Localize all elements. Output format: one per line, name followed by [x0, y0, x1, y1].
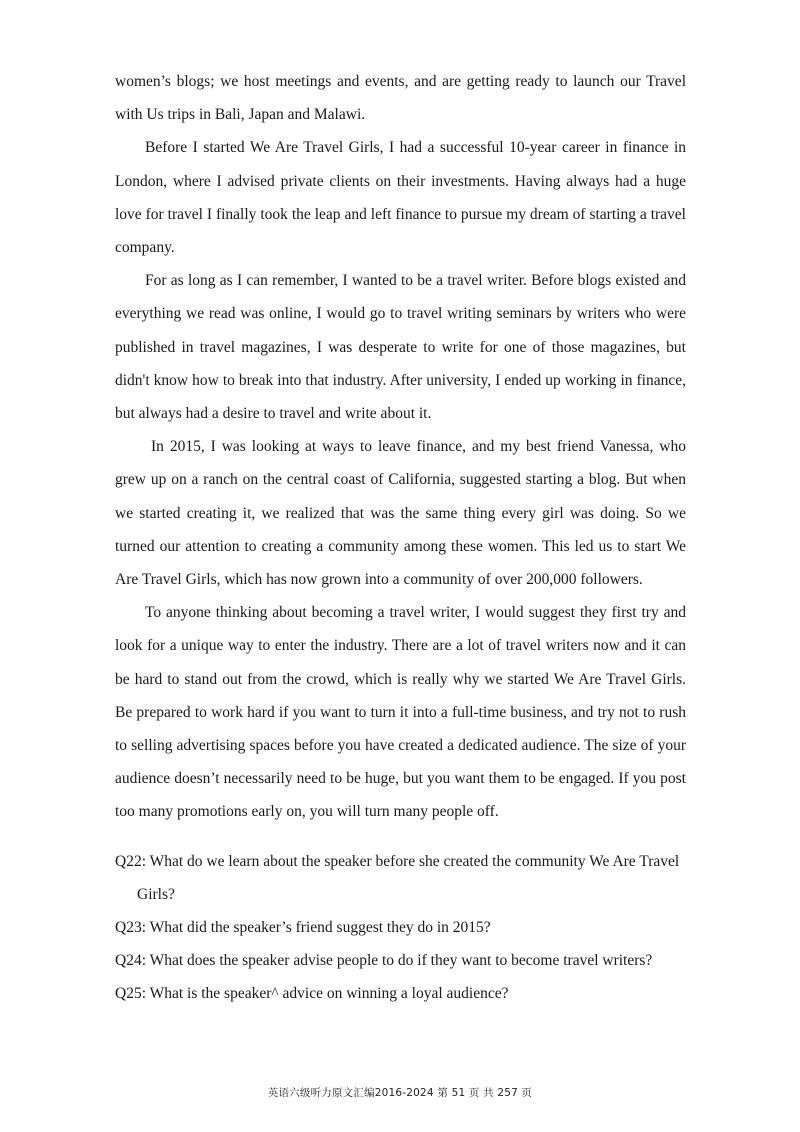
page-footer: 英语六级听力原文汇编2016-2024 第 51 页 共 257 页: [267, 1087, 533, 1099]
document-body: [115, 65, 686, 1011]
question-item: Q25: What is the speaker^ advice on winning a loyal audience?: [115, 985, 509, 1003]
question-item: Q24: What does the speaker advise people to do if they want to become travel writers?: [115, 952, 653, 970]
paragraph-advice: To anyone thinking about becoming a travel writer, I would suggest they first try and look for a unique way to enter the industry. There are a lot of travel writers now and it can be hard to stand out from the crowd, which is really why we started We Are Travel Girls. Be prepared to work hard if you want to turn it into a full-time business, and try not to rush to selling advertising spaces before you have created a dedicated audience. The size of your audience doesn’t necessarily need to be huge, but you want them to be engaged. If you post too many promotions early on, you will turn many people off.: [115, 604, 686, 821]
paragraph-travel-writer: For as long as I can remember, I wanted to be a travel writer. Before blogs existed and everything we read was online, I would go to travel writing seminars by writers who were published in travel magazines, I was desperate to write for one of those magazines, but didn't know how to break into that industry. After university, I ended up working in finance, but always had a desire to travel and write about it.: [115, 272, 686, 423]
paragraph-career: Before I started We Are Travel Girls, I had a successful 10-year career in finance in London, where I advised private clients on their investments. Having always had a huge love for travel I finally took the leap and left finance to pursue my dream of starting a travel company.: [115, 139, 686, 257]
question-item: Q22: What do we learn about the speaker before she created the community We Are Travel Girls?: [115, 852, 680, 903]
question-item: Q23: What did the speaker’s friend suggest they do in 2015?: [115, 919, 491, 937]
paragraph-2015: In 2015, I was looking at ways to leave finance, and my best friend Vanessa, who grew up on a ranch on the central coast of California, suggested starting a blog. But when we started creating it, we realized that was the same thing every girl was doing. So we turned our attention to creating a community among these women. This led us to start We Are Travel Girls, which has now grown into a community of over 200,000 followers.: [115, 438, 686, 589]
paragraph-continuation: women’s blogs; we host meetings and events, and are getting ready to launch our Travel with Us trips in Bali, Japan and Malawi.: [115, 73, 686, 124]
question-list: [115, 845, 686, 1011]
